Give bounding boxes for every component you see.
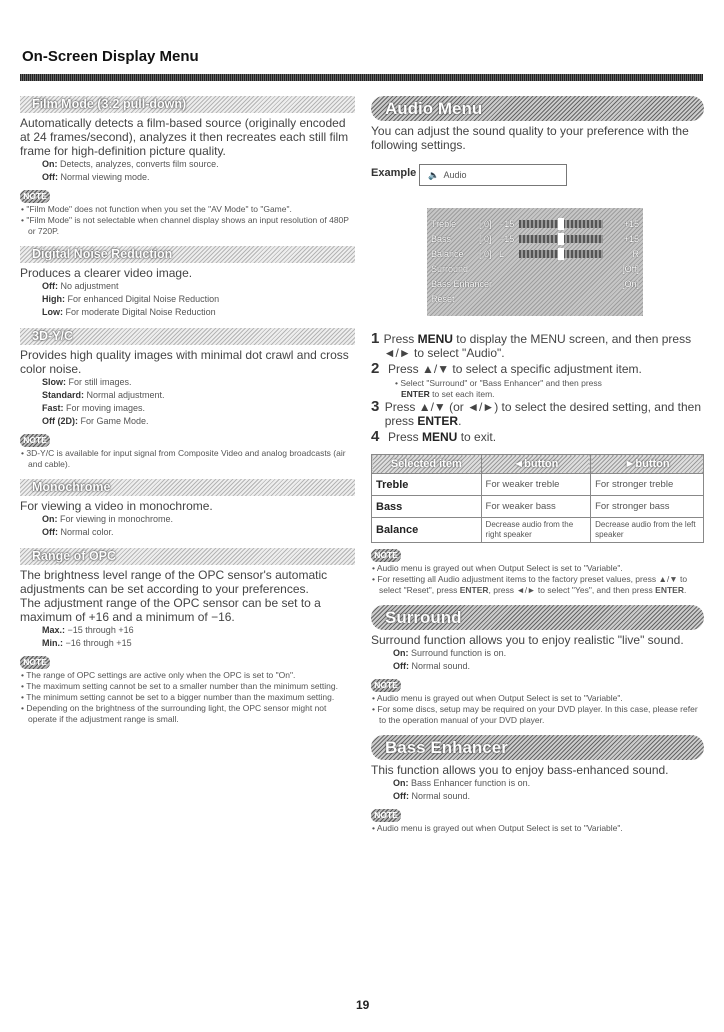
note-item: • The maximum setting cannot be set to a smaller number than the minimum setting. (21, 681, 338, 691)
step-3: 3 Press ▲/▼ (or ◄/►) to select the desired setting, and then press ENTER. (371, 398, 702, 428)
film-mode-desc: Automatically detects a film-based source (originally encoded at 24 frames/second), analyzes it then recreates each still film frame for high-definition picture quality. (20, 116, 349, 158)
note-item: • Audio menu is grayed out when Output Select is set to "Variable". (372, 823, 623, 833)
right-column (371, 96, 704, 834)
note-item: • Depending on the brightness of the surrounding light, the OPC sensor might not operate if the adjustment range is small. (21, 703, 327, 724)
monochrome-heading: Monochrome (20, 479, 355, 496)
page-number: 19 (356, 998, 370, 1012)
note-badge: NOTE (20, 656, 50, 669)
bass-enhancer-heading: Bass Enhancer (371, 735, 704, 760)
audio-menu-heading: Audio Menu (371, 96, 704, 121)
option-row: On: For viewing in monochrome. (42, 514, 174, 524)
dnr-heading: Digital Noise Reduction (20, 246, 355, 263)
option-row: Off (2D): For Game Mode. (42, 416, 149, 426)
step-2-subnote: • Select "Surround" or "Bass Enhancer" and then press ENTER to set each item. (395, 378, 602, 399)
option-row: Slow: For still images. (42, 377, 132, 387)
screen-row-surround: Surround [Off] (431, 263, 639, 274)
note-badge: NOTE (371, 679, 401, 692)
screen-row-treble: Treble [ 0] −15 +15 (431, 218, 639, 229)
option-row: Fast: For moving images. (42, 403, 146, 413)
option-row: Off: Normal color. (42, 527, 114, 537)
note-item: • Audio menu is grayed out when Output Select is set to "Variable". (372, 563, 623, 573)
option-row: Max.: −15 through +16 (42, 625, 134, 635)
note-item: • "Film Mode" does not function when you set the "AV Mode" to "Game". (21, 204, 292, 214)
table-header: Selected item (372, 455, 482, 474)
note-badge: NOTE (20, 434, 50, 447)
screen-row-bass: Bass [ 0] −15 +15 (431, 233, 639, 244)
yc3d-desc: Provides high quality images with minimal dot crawl and cross color noise. (20, 348, 349, 376)
example-label: Example (371, 167, 417, 179)
note-item: • For resetting all Audio adjustment items to the factory preset values, press ▲/▼ to select "Reset", press ENTER, press ◄/► to select "Yes", and then press ENTER. (372, 574, 688, 595)
surround-desc: Surround function allows you to enjoy realistic "live" sound. (371, 633, 684, 647)
option-row: On: Detects, analyzes, converts film source. (42, 159, 219, 169)
option-row: Low: For moderate Digital Noise Reduction (42, 307, 216, 317)
table-row: Bass For weaker bass For stronger bass (372, 496, 704, 518)
slider-treble (519, 220, 603, 228)
table-header: ◄button (481, 455, 591, 474)
left-column (20, 96, 355, 725)
monochrome-desc: For viewing a video in monochrome. (20, 499, 213, 513)
option-row: Off: Normal viewing mode. (42, 172, 150, 182)
step-2: 2 Press ▲/▼ to select a specific adjustment item. (371, 360, 642, 377)
option-row: Off: Normal sound. (393, 661, 471, 671)
screen-row-bass-enhancer: Bass Enhancer [On] (431, 278, 639, 289)
table-row: Treble For weaker treble For stronger treble (372, 474, 704, 496)
surround-heading: Surround (371, 605, 704, 630)
option-row: Standard: Normal adjustment. (42, 390, 165, 400)
opc-desc: The brightness level range of the OPC sensor's automatic adjustments can be set according to your preferences. (20, 568, 328, 596)
option-row: Off: No adjustment (42, 281, 119, 291)
note-item: • 3D-Y/C is available for input signal from Composite Video and analog broadcasts (air and cable). (21, 448, 346, 469)
speaker-icon: 🔈 (428, 169, 440, 180)
opc-heading: Range of OPC (20, 548, 355, 565)
slider-balance (519, 250, 603, 258)
table-row: Balance Decrease audio from the right speaker Decrease audio from the left speaker (372, 518, 704, 543)
option-row: Off: Normal sound. (393, 791, 471, 801)
note-badge: NOTE (20, 190, 50, 203)
screen-row-reset: Reset (431, 293, 455, 304)
table-header: ►button (591, 455, 704, 474)
audio-desc: You can adjust the sound quality to your preference with the following settings. (371, 124, 689, 152)
note-item: • The minimum setting cannot be set to a bigger number than the maximum setting. (21, 692, 335, 702)
film-mode-heading: Film Mode (3:2 pull-down) (20, 96, 355, 113)
title-rule (20, 74, 703, 81)
option-row: High: For enhanced Digital Noise Reduction (42, 294, 220, 304)
note-item: • Audio menu is grayed out when Output Select is set to "Variable". (372, 693, 623, 703)
note-item: • For some discs, setup may be required on your DVD player. In this case, please refer to the operation manual of your DVD player. (372, 704, 698, 725)
example-row (371, 164, 704, 186)
yc3d-heading: 3D-Y/C (20, 328, 355, 345)
bass-enhancer-desc: This function allows you to enjoy bass-enhanced sound. (371, 763, 669, 777)
audio-menu-screen (427, 208, 643, 316)
example-menu-box: 🔈 Audio (419, 164, 567, 186)
audio-settings-table (371, 454, 704, 543)
slider-bass (519, 235, 603, 243)
note-item: • The range of OPC settings are active only when the OPC is set to "On". (21, 670, 296, 680)
option-row: On: Bass Enhancer function is on. (393, 778, 531, 788)
option-row: On: Surround function is on. (393, 648, 507, 658)
opc-desc-2: The adjustment range of the OPC sensor can be set to a maximum of +16 and a minimum of −16. (20, 596, 321, 624)
steps (371, 332, 704, 444)
dnr-desc: Produces a clearer video image. (20, 266, 193, 280)
note-badge: NOTE (371, 809, 401, 822)
note-badge: NOTE (371, 549, 401, 562)
step-4: 4 Press MENU to exit. (371, 428, 497, 445)
note-item: • "Film Mode" is not selectable when channel display shows an input resolution of 480P or 720P. (21, 215, 349, 236)
step-1: 1 Press MENU to display the MENU screen, and then press ◄/► to select "Audio". (371, 330, 692, 360)
option-row: Min.: −16 through +15 (42, 638, 132, 648)
page-title: On-Screen Display Menu (22, 48, 199, 65)
screen-row-balance: Balance [ 0] L R (431, 248, 639, 259)
